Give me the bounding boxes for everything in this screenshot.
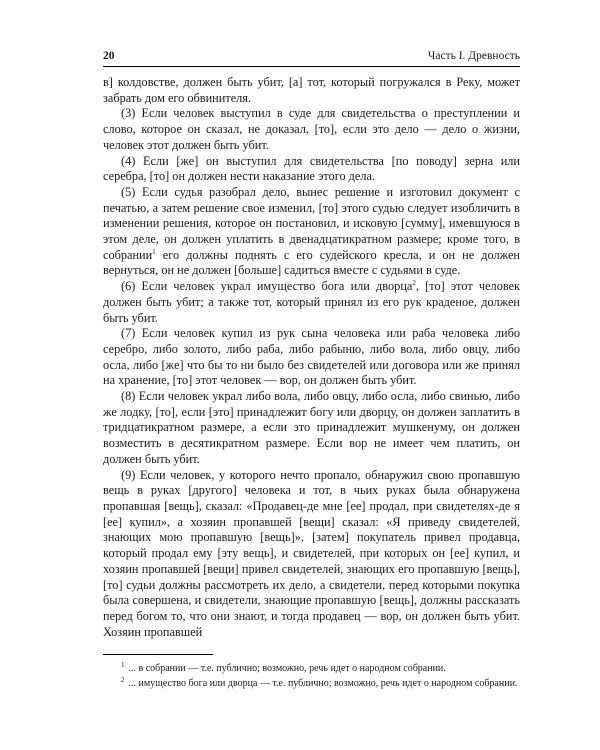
paragraph-text: (5) Если судья разобрал дело, вынес решение и изготовил документ с печатью, а затем решение свое изменил, [то] этого судью следует изобличить в изменении решения, которое он постановил, и исковую [сумму], имевшуюся в этом деле, он должен уплатить в двенадцатикратном размере; кроме того, в собрании: [103, 184, 520, 262]
footnote-text: ... в собрании — т.е. публично; возможно, речь идет о народном собрании.: [128, 663, 446, 674]
footnote-mark: 1: [121, 660, 125, 669]
part-title: Часть I. Древность: [427, 50, 520, 62]
footnote: [103, 677, 520, 690]
footnote-ref[interactable]: 1: [152, 247, 156, 256]
footnote-divider: [103, 654, 213, 655]
paragraph: [103, 185, 520, 279]
paragraph-text: его должны поднять с его судейского кресла, и он не должен вернуться, он не должен [больше] садиться вместе с судьями в суде.: [103, 247, 520, 278]
paragraph: (7) Если человек купил из рук сына человека или раба человека либо серебро, либо золото, либо раба, либо рабыню, либо вола, либо овцу, либо осла, либо [же] что бы то ни было без свидетелей или договора или же принял на хранение, [то] этот человек — вор, он должен быть убит.: [103, 326, 520, 388]
paragraph: (4) Если [же] он выступил для свидетельства [по поводу] зерна или серебра, [то] он должен нести наказание этого дела.: [103, 153, 520, 184]
page-number: 20: [103, 50, 115, 62]
main-text: [103, 75, 520, 640]
footnote-ref[interactable]: 2: [412, 279, 416, 288]
paragraph-text: (6) Если человек украл имущество бога или дворца: [121, 279, 413, 294]
paragraph: (9) Если человек, у которого нечто пропало, обнаружил свою пропавшую вещь в руках [другого] человека и тот, в чьих руках была обнаружена пропавшая [вещь], сказал: «Продавец-де мне [ее] продал, при свидетелях-де я [ее] купил», а хозяин пропавшей [вещи] сказал: «Я приведу свидетелей, знающих мою пропавшую [вещь]», [затем] покупатель привел продавца, который продал ему [эту вещь], и свидетелей, при которых он [ее] купил, и хозяин пропавшей [вещи] привел свидетелей, знающих его пропавшую [вещь], [то] судьи должны рассмотреть их дело, а свидетели, перед которыми покупка была совершена, и свидетели, знающие пропавшую [вещь], должны рассказать перед богом то, что они знают, и тогда продавец — вор, он должен быть убит. Хозяин пропавшей: [103, 467, 520, 639]
paragraph: (3) Если человек выступил в суде для свидетельства о преступлении и слово, которое он сказал, не доказал, [то], если это дело — дело о жизни, человек этот должен быть убит.: [103, 106, 520, 152]
running-header: [103, 48, 520, 67]
footnotes: [103, 662, 520, 692]
paragraph: (8) Если человек украл либо вола, либо овцу, либо осла, либо свинью, либо же лодку, [то], если [это] принадлежит богу или дворцу, он должен заплатить в тридцатикратном размере, а если это принадлежит мушкенуму, он должен возместить в десятикратном размере. Если вор не имеет чем платить, он должен быть убит.: [103, 389, 520, 466]
footnote-text: ... имущество бога или дворца — т.е. публично; возможно, речь идет о народном собрании.: [128, 678, 518, 689]
footnote-mark: 2: [121, 675, 125, 684]
paragraph-text: , [то] этот человек должен быть убит; а также тот, который принял из его рук краденое, должен быть убит.: [103, 279, 521, 325]
footnote: [103, 662, 520, 675]
paragraph: [103, 279, 520, 326]
paragraph: в] колдовстве, должен быть убит, [а] тот, который погружался в Реку, может забрать дом его обвинителя.: [103, 75, 520, 105]
